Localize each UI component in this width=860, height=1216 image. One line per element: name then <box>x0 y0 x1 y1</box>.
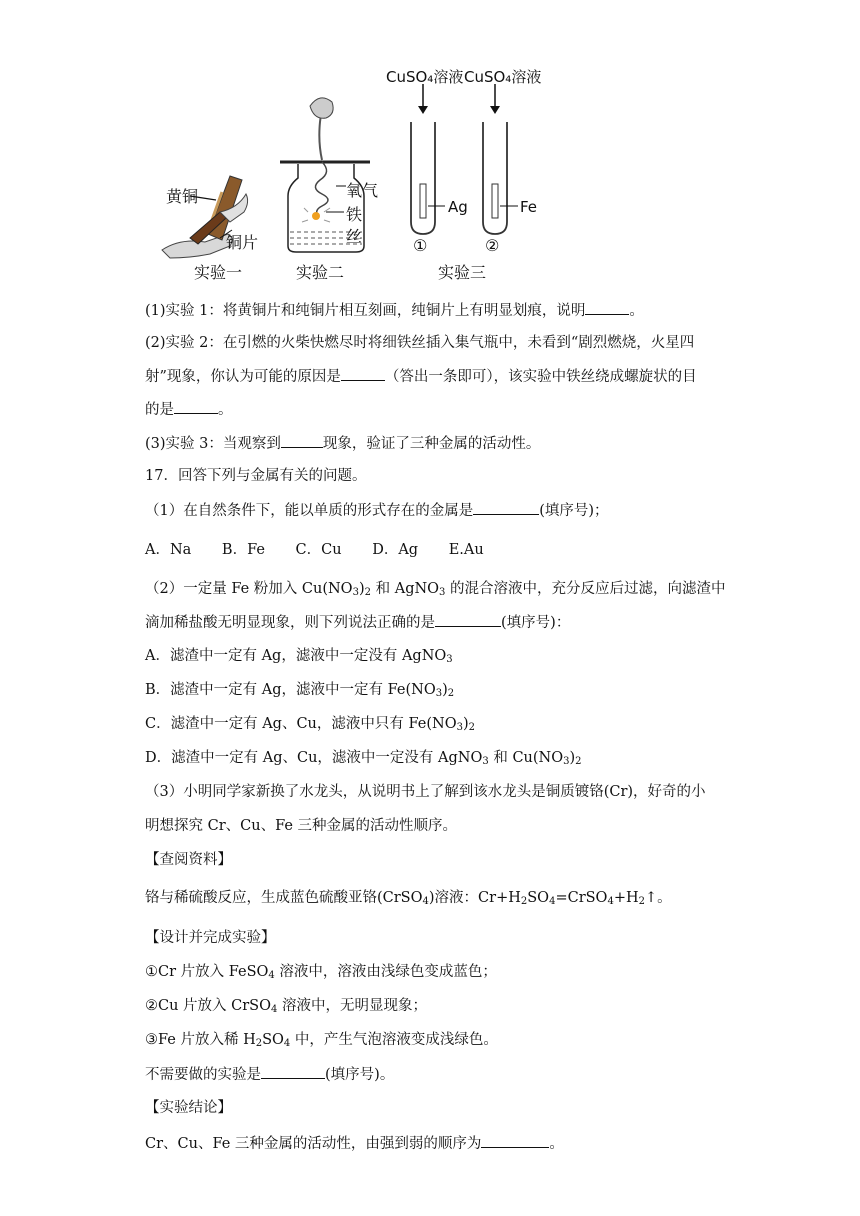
q17-sub3-line2: 明想探究 Cr、Cu、Fe 三种金属的活动性顺序。 <box>145 818 458 834</box>
option-b[interactable]: B．Fe <box>221 542 265 558</box>
option-e[interactable]: E.Au <box>448 542 484 558</box>
solution-label-2: CuSO₄溶液 <box>464 68 542 86</box>
answer-blank[interactable] <box>341 366 385 381</box>
answer-blank[interactable] <box>435 612 501 627</box>
label-oxygen: 氧气 <box>346 181 379 200</box>
caption-experiment-1: 实验一 <box>194 263 243 282</box>
q17-sub2-line1: （2）一定量 Fe 粉加入 $Cu(NO_3)_2$ 和 AgNO$_3$ 的混合溶液中，充分反应后过滤，向滤渣中 <box>145 581 726 598</box>
conclusion-question: Cr、Cu、Fe 三种金属的活动性，由强到弱的顺序为 。 <box>145 1133 564 1154</box>
label-iron-wire-1: 铁 <box>346 205 363 224</box>
option-a[interactable]: A．Na <box>145 542 192 558</box>
experiment-step-3: ③Fe 片放入稀 $H_2SO_4$ 中，产生气泡溶液变成浅绿色。 <box>145 1032 498 1049</box>
caption-experiment-3: 实验三 <box>438 263 487 282</box>
q17-sub1: （1）在自然条件下，能以单质的形式存在的金属是 (填序号)； <box>145 500 609 521</box>
q17-sub2-option-c[interactable]: C．滤渣中一定有 Ag、Cu，滤液中只有 $Fe(NO_3)_2$ <box>145 716 476 733</box>
q17-sub3-line1: （3）小明同学家新换了水龙头，从说明书上了解到该水龙头是铜质镀铬(Cr)，好奇的小 <box>145 784 706 800</box>
heading-conclusion: 【实验结论】 <box>145 1100 232 1116</box>
label-brass: 黄铜 <box>166 187 199 206</box>
label-ag: Ag <box>448 198 468 216</box>
q17-sub2-option-a[interactable]: A．滤渣中一定有 Ag，滤液中一定没有 AgNO$_3$ <box>145 648 453 665</box>
q16-part2-line1: (2)实验 2：在引燃的火柴快燃尽时将细铁丝插入集气瓶中，未看到“剧烈燃烧，火星四 <box>145 335 695 351</box>
option-c[interactable]: C．Cu <box>295 542 342 558</box>
tube-number-2: ② <box>485 236 500 255</box>
q17-sub2-option-b[interactable]: B．滤渣中一定有 Ag，滤液中一定有 $Fe(NO_3)_2$ <box>145 682 455 699</box>
experiment-figure <box>150 62 560 282</box>
q17-title: 17．回答下列与金属有关的问题。 <box>145 468 367 484</box>
q16-part2-line2: 射”现象，你认为可能的原因是 （答出一条即可），该实验中铁丝绕成螺旋状的目 <box>145 366 697 387</box>
label-copper-sheet: 铜片 <box>226 233 259 252</box>
answer-blank[interactable] <box>481 1133 549 1148</box>
caption-experiment-2: 实验二 <box>296 263 345 282</box>
experiment-step-2: ②Cu 片放入 CrSO$_4$ 溶液中，无明显现象； <box>145 998 427 1015</box>
answer-blank[interactable] <box>281 433 323 448</box>
heading-reference-info: 【查阅资料】 <box>145 852 232 868</box>
experiment-step-1: ①Cr 片放入 FeSO$_4$ 溶液中，溶液由浅绿色变成蓝色； <box>145 964 497 981</box>
unneeded-experiment-question: 不需要做的实验是 (填序号)。 <box>145 1064 394 1085</box>
q16-part3: (3)实验 3：当观察到 现象，验证了三种金属的活动性。 <box>145 433 540 454</box>
answer-blank[interactable] <box>585 300 629 315</box>
q16-part1: (1)实验 1：将黄铜片和纯铜片相互刻画，纯铜片上有明显划痕，说明 。 <box>145 300 644 321</box>
label-iron-wire-2: 丝 <box>346 227 363 246</box>
tube-number-1: ① <box>413 236 428 255</box>
q17-sub2-option-d[interactable]: D．滤渣中一定有 Ag、Cu，滤液中一定没有 AgNO$_3$ 和 $Cu(NO_3)_2$ <box>145 750 582 767</box>
option-d[interactable]: D．Ag <box>372 542 419 558</box>
solution-label-1: CuSO₄溶液 <box>386 68 464 86</box>
answer-blank[interactable] <box>174 399 218 414</box>
answer-blank[interactable] <box>261 1064 325 1079</box>
q17-sub2-line2: 滴加稀盐酸无明显现象，则下列说法正确的是 (填序号)： <box>145 612 570 633</box>
q16-part2-line3: 的是 。 <box>145 399 233 420</box>
answer-blank[interactable] <box>473 500 539 515</box>
heading-design-experiment: 【设计并完成实验】 <box>145 930 276 946</box>
label-fe: Fe <box>520 198 538 216</box>
q17-sub1-options <box>145 540 510 560</box>
reference-info-text: 铬与稀硫酸反应，生成蓝色硫酸亚铬(CrSO$_4$)溶液：$Cr+H_2SO_4=CrSO_4+H_2↑$。 <box>145 890 672 907</box>
